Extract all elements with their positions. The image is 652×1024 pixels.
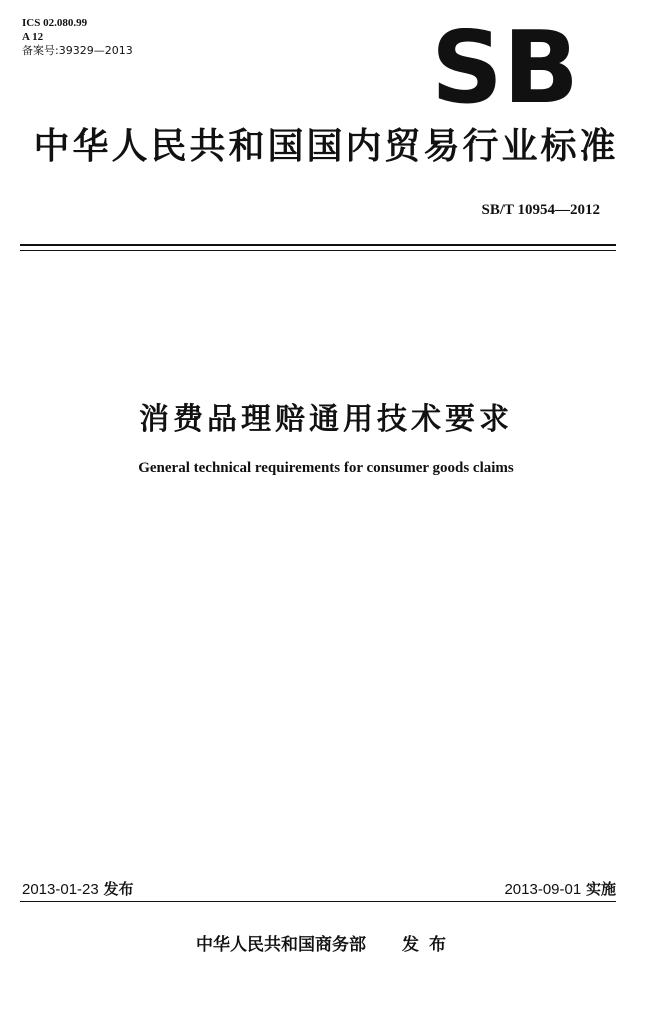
implementation-date-group	[504, 878, 616, 899]
header-meta	[22, 16, 133, 58]
bottom-rule	[20, 901, 616, 902]
top-double-rule	[20, 244, 616, 246]
implementation-date: 2013-09-01	[504, 881, 582, 898]
sb-logo	[430, 28, 580, 108]
category-code: A 12	[22, 31, 44, 43]
issue-label: 发布	[103, 880, 134, 898]
issuer-name: 中华人民共和国商务部	[196, 935, 366, 955]
record-number: 备案号:39329—2013	[22, 44, 133, 57]
issue-date: 2013-01-23	[22, 881, 99, 898]
document-title-chinese: 消费品理赔通用技术要求	[139, 402, 513, 437]
ics-code: ICS 02.080.99	[22, 17, 88, 29]
issuer-verb: 发布	[402, 935, 456, 955]
sb-logo-text: SB	[431, 28, 579, 108]
date-row	[22, 878, 616, 898]
issue-date-group	[22, 878, 134, 899]
organization-title: 中华人民共和国国内贸易行业标准	[33, 126, 619, 167]
issuing-authority	[0, 930, 652, 955]
document-title-english: General technical requirements for consumer goods claims	[138, 460, 514, 476]
standard-number: SB/T 10954—2012	[481, 202, 600, 218]
implementation-label: 实施	[585, 880, 616, 898]
